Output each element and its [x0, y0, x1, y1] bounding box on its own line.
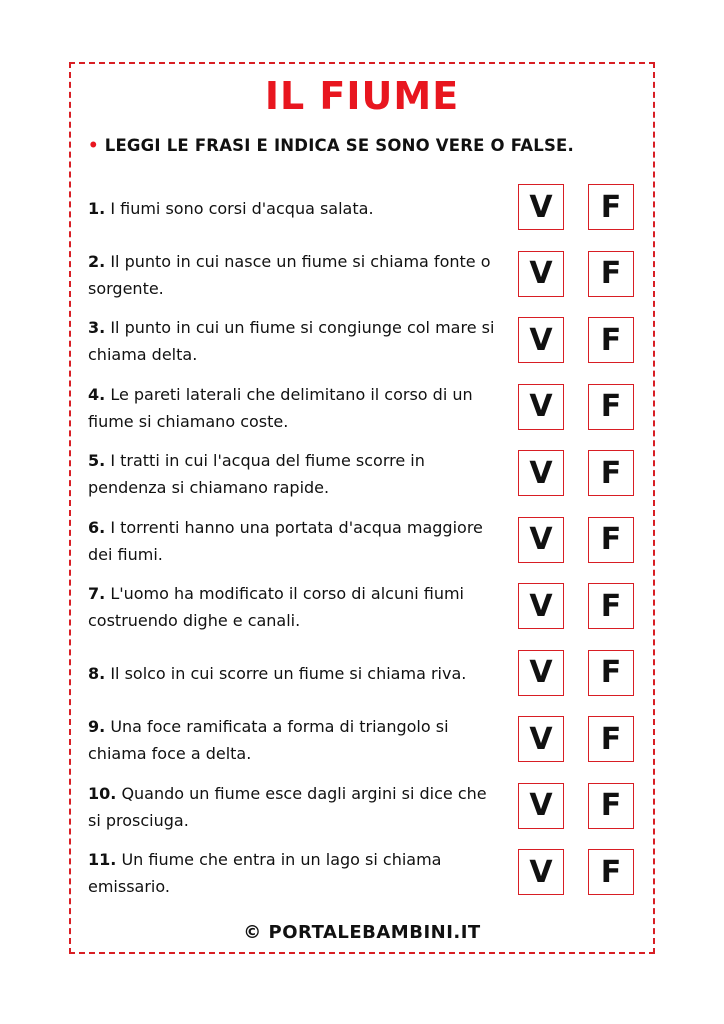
question-item [88, 847, 648, 914]
true-box[interactable]: V [518, 317, 564, 363]
question-number: 1. [88, 198, 106, 218]
question-statement: Il punto in cui nasce un fiume si chiama fonte o sorgente. [88, 251, 491, 298]
true-box[interactable]: V [518, 251, 564, 297]
question-statement: Il punto in cui un fiume si congiunge col mare si chiama delta. [88, 318, 495, 364]
question-statement: Il solco in cui scorre un fiume si chiama riva. [110, 664, 467, 683]
question-statement: Quando un fiume esce dagli argini si dice che si prosciuga. [88, 783, 487, 830]
true-box[interactable]: V [518, 184, 564, 230]
question-statement: L'uomo ha modificato il corso di alcuni fiumi costruendo dighe e canali. [88, 584, 464, 630]
false-box[interactable]: F [588, 450, 634, 496]
question-statement: I tratti in cui l'acqua del fiume scorre in pendenza si chiamano rapide. [88, 451, 425, 497]
question-text [88, 847, 498, 899]
page-title: IL FIUME [264, 74, 460, 118]
question-number: 4. [88, 384, 106, 404]
question-item [88, 448, 648, 515]
question-text [88, 182, 498, 234]
false-box[interactable]: F [588, 251, 634, 297]
question-item [88, 648, 648, 715]
true-box[interactable]: V [518, 450, 564, 496]
question-number: 3. [88, 318, 106, 337]
question-text [88, 315, 498, 367]
question-statement: Una foce ramificata a forma di triangolo si chiama foce a delta. [88, 717, 449, 763]
question-list [88, 182, 648, 914]
question-number: 7. [88, 584, 106, 603]
question-text [88, 714, 498, 766]
question-statement: I fiumi sono corsi d'acqua salata. [110, 198, 374, 218]
question-number: 8. [88, 664, 106, 683]
true-box[interactable]: V [518, 783, 564, 829]
question-item [88, 714, 648, 781]
false-box[interactable]: F [588, 384, 634, 430]
question-item [88, 781, 648, 848]
false-box[interactable]: F [588, 650, 634, 696]
false-box[interactable]: F [588, 583, 634, 629]
true-box[interactable]: V [518, 716, 564, 762]
false-box[interactable]: F [588, 783, 634, 829]
question-item [88, 515, 648, 582]
true-box[interactable]: V [518, 650, 564, 696]
true-box[interactable]: V [518, 517, 564, 563]
question-number: 11. [88, 850, 117, 869]
question-item [88, 182, 648, 249]
question-text [88, 249, 498, 301]
question-statement: I torrenti hanno una portata d'acqua maggiore dei fiumi. [88, 517, 483, 564]
false-box[interactable]: F [588, 716, 634, 762]
question-text [88, 648, 498, 700]
false-box[interactable]: F [588, 184, 634, 230]
false-box[interactable]: F [588, 517, 634, 563]
question-item [88, 315, 648, 382]
footer-credit: © PORTALEBAMBINI.IT [243, 922, 481, 943]
false-box[interactable]: F [588, 317, 634, 363]
question-number: 9. [88, 717, 106, 736]
question-text [88, 515, 498, 567]
question-number: 10. [88, 783, 117, 803]
question-number: 2. [88, 251, 106, 271]
bullet-icon: • [88, 136, 99, 155]
instruction-text: LEGGI LE FRASI E INDICA SE SONO VERE O FALSE. [104, 136, 574, 155]
true-box[interactable]: V [518, 384, 564, 430]
question-text [88, 581, 498, 633]
question-item [88, 581, 648, 648]
false-box[interactable]: F [588, 849, 634, 895]
question-statement: Un fiume che entra in un lago si chiama emissario. [88, 850, 442, 896]
true-box[interactable]: V [518, 849, 564, 895]
question-number: 6. [88, 517, 106, 537]
question-item [88, 249, 648, 316]
question-text [88, 781, 498, 833]
true-box[interactable]: V [518, 583, 564, 629]
instruction [88, 136, 574, 155]
question-number: 5. [88, 451, 106, 470]
question-item [88, 382, 648, 449]
question-text [88, 382, 498, 434]
question-statement: Le pareti laterali che delimitano il corso di un fiume si chiamano coste. [88, 384, 473, 431]
question-text [88, 448, 498, 500]
